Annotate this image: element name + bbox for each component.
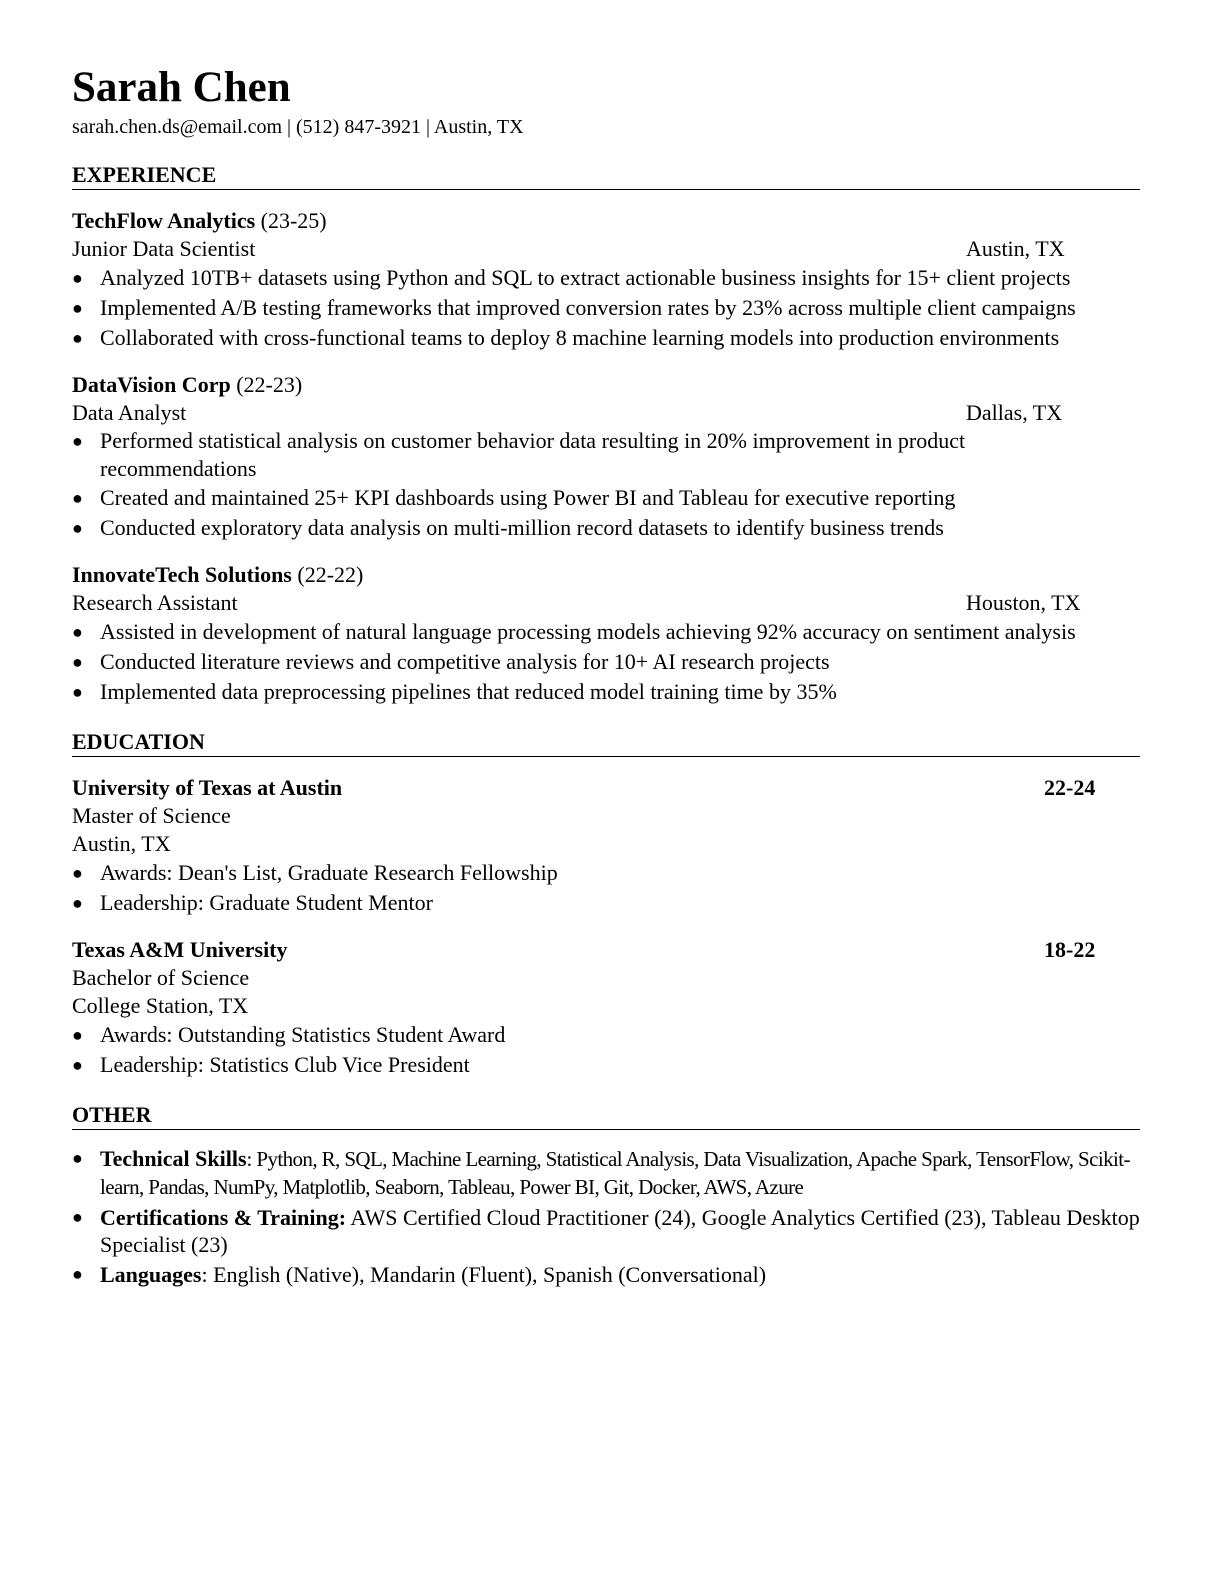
bullet-icon: ● (72, 328, 83, 348)
job-entry (72, 207, 1140, 353)
bullet-text: Awards: Dean's List, Graduate Research Fellowship (100, 860, 558, 885)
bullet-icon: ● (72, 682, 83, 702)
school-row (72, 936, 1140, 964)
job-location: Austin, TX (966, 236, 1065, 261)
certifications-item (72, 1204, 1140, 1258)
bullet-icon: ● (72, 1025, 83, 1045)
bullet-icon: ● (72, 298, 83, 318)
bullet-text: Created and maintained 25+ KPI dashboards using Power BI and Tableau for executive reporting (100, 485, 956, 510)
bullet-item (72, 293, 1140, 323)
school-dates: 18-22 (1044, 937, 1096, 962)
job-bullets (72, 617, 1140, 707)
section-title-education: EDUCATION (72, 729, 1140, 757)
bullet-text: Implemented A/B testing frameworks that improved conversion rates by 23% across multiple client campaigns (100, 295, 1076, 320)
candidate-name: Sarah Chen (72, 64, 291, 111)
languages-text: English (Native), Mandarin (Fluent), Spanish (Conversational) (213, 1262, 767, 1287)
job-dates: (22-22) (297, 562, 364, 587)
certifications-label: Certifications & Training: (100, 1205, 347, 1230)
skills-item (72, 1145, 1140, 1201)
languages-item (72, 1261, 1140, 1288)
skills-text: Python, R, SQL, Machine Learning, Statistical Analysis, Data Visualization, Apache Spark, TensorFlow, Scikit-learn, Pandas, NumPy, Matplotlib, Seaborn, Tableau, Power BI, Git, Docker, AWS, Azure (100, 1147, 1130, 1199)
bullet-text: Analyzed 10TB+ datasets using Python and SQL to extract actionable business insights for 15+ client projects (100, 265, 1071, 290)
languages-label: Languages (100, 1262, 202, 1287)
bullet-item (72, 647, 1140, 677)
school-location: Austin, TX (72, 831, 171, 856)
section-title-other: OTHER (72, 1102, 1140, 1130)
degree: Bachelor of Science (72, 965, 250, 990)
bullet-text: Performed statistical analysis on customer behavior data resulting in 20% improvement in product recommendations (100, 428, 966, 481)
school-name: University of Texas at Austin (72, 775, 343, 800)
job-role-row (72, 399, 1140, 427)
company-name: InnovateTech Solutions (72, 562, 292, 587)
bullet-icon: ● (72, 518, 83, 538)
degree: Master of Science (72, 803, 231, 828)
school-name: Texas A&M University (72, 937, 288, 962)
bullet-item (72, 483, 1140, 513)
job-location: Dallas, TX (966, 400, 1063, 425)
bullet-item (72, 1050, 1140, 1080)
bullet-text: Leadership: Graduate Student Mentor (100, 890, 433, 915)
job-header (72, 561, 1140, 589)
bullet-text: Awards: Outstanding Statistics Student Award (100, 1022, 506, 1047)
bullet-icon: ● (72, 1055, 83, 1075)
company-name: TechFlow Analytics (72, 208, 256, 233)
bullet-item (72, 677, 1140, 707)
education-bullets (72, 1020, 1140, 1080)
bullet-icon: ● (72, 863, 83, 883)
certifications-text: AWS Certified Cloud Practitioner (24), Google Analytics Certified (23), Tableau Desktop Specialist (23) (100, 1205, 1140, 1257)
bullet-item (72, 1020, 1140, 1050)
education-bullets (72, 858, 1140, 918)
bullet-text: Collaborated with cross-functional teams to deploy 8 machine learning models into production environments (100, 325, 1060, 350)
job-role: Junior Data Scientist (72, 236, 256, 261)
education-entry (72, 774, 1140, 918)
skills-label: Technical Skills (100, 1146, 247, 1171)
job-entry (72, 371, 1140, 543)
school-dates: 22-24 (1044, 775, 1096, 800)
company-name: DataVision Corp (72, 372, 231, 397)
job-role: Data Analyst (72, 400, 187, 425)
section-title-experience: EXPERIENCE (72, 162, 1140, 190)
bullet-icon: ● (72, 1207, 83, 1227)
bullet-icon: ● (72, 488, 83, 508)
experience-section (72, 162, 1140, 707)
job-role-row (72, 235, 1140, 263)
job-header (72, 371, 1140, 399)
education-entry (72, 936, 1140, 1080)
bullet-icon: ● (72, 268, 83, 288)
bullet-icon: ● (72, 652, 83, 672)
contact-line: sarah.chen.ds@email.com | (512) 847-3921 | Austin, TX (72, 116, 524, 138)
job-dates: (22-23) (236, 372, 303, 397)
job-bullets (72, 263, 1140, 353)
bullet-icon: ● (72, 622, 83, 642)
other-list (72, 1145, 1140, 1288)
job-location: Houston, TX (966, 590, 1081, 615)
skills-sep: : (246, 1147, 257, 1171)
bullet-icon: ● (72, 1264, 83, 1284)
bullet-item (72, 858, 1140, 888)
bullet-text: Implemented data preprocessing pipelines that reduced model training time by 35% (100, 679, 837, 704)
job-role: Research Assistant (72, 590, 238, 615)
bullet-text: Conducted exploratory data analysis on multi-million record datasets to identify business trends (100, 515, 944, 540)
school-location: College Station, TX (72, 993, 249, 1018)
bullet-item (72, 513, 1140, 543)
bullet-item (72, 323, 1140, 353)
bullet-item (72, 427, 1140, 483)
job-header (72, 207, 1140, 235)
job-dates: (23-25) (260, 208, 327, 233)
job-bullets (72, 427, 1140, 543)
bullet-item (72, 888, 1140, 918)
bullet-icon: ● (72, 893, 83, 913)
bullet-item (72, 617, 1140, 647)
school-row (72, 774, 1140, 802)
bullet-text: Assisted in development of natural language processing models achieving 92% accuracy on sentiment analysis (100, 619, 1076, 644)
bullet-item (72, 263, 1140, 293)
bullet-text: Leadership: Statistics Club Vice President (100, 1052, 470, 1077)
bullet-text: Conducted literature reviews and competitive analysis for 10+ AI research projects (100, 649, 830, 674)
job-entry (72, 561, 1140, 707)
languages-sep: : (201, 1262, 214, 1287)
bullet-icon: ● (72, 431, 83, 451)
other-section (72, 1102, 1140, 1288)
job-role-row (72, 589, 1140, 617)
education-section (72, 729, 1140, 1080)
bullet-icon: ● (72, 1148, 83, 1168)
